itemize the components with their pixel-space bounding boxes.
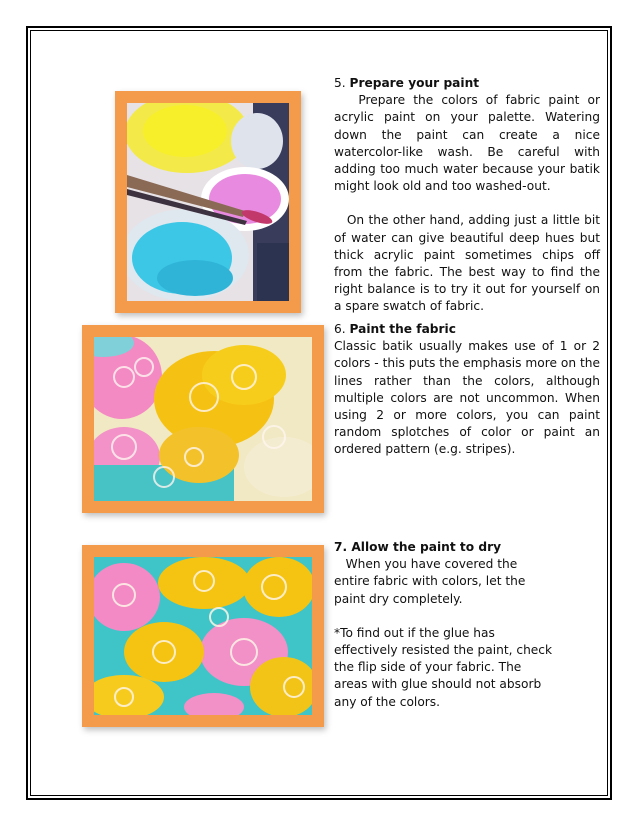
- section-6-text: [334, 321, 600, 459]
- section-5-number: 5.: [334, 76, 350, 90]
- painted-fabric-photo: [94, 337, 312, 501]
- palette-photo-frame: [115, 91, 301, 313]
- dried-photo-frame: [82, 545, 324, 727]
- section-7-paragraph-1: When you have covered the entire fabric with colors, let the paint dry completely.: [334, 557, 530, 606]
- fabric-photo-frame: [82, 325, 324, 513]
- section-7-paragraph-2: *To find out if the glue has effectively resisted the paint, check the flip side of your fabric. The areas with glue should not absorb any of the colors.: [334, 625, 553, 709]
- section-5-text: [334, 75, 604, 316]
- section-7-title: 7. Allow the paint to dry: [334, 540, 502, 554]
- dried-batik-photo: [94, 557, 312, 715]
- section-5-paragraph-1: Prepare the colors of fabric paint or acrylic paint on your palette. Watering down the paint can create a nice watercolor-like wash. Be careful with adding too much water because your batik might look old and too washed-out.: [334, 93, 604, 194]
- section-6-heading: [334, 321, 600, 338]
- section-6-number: 6.: [334, 322, 350, 336]
- section-5-heading: [334, 75, 600, 92]
- section-5-title: Prepare your paint: [349, 76, 480, 90]
- paint-palette-photo: [127, 103, 289, 301]
- section-5-paragraph-2: On the other hand, adding just a little bit of water can give beautiful deep hues but thick acrylic paint sometimes chips off from the fabric. The best way to find the right balance is to try it out for yourself on a spare swatch of fabric.: [334, 213, 604, 314]
- section-6-paragraph-1: Classic batik usually makes use of 1 or 2 colors - this puts the emphasis more on the lines rather than the colors, although multiple colors are not uncommon. When using 2 or more colors, you can paint random splotches of color or paint an ordered pattern (e.g. stripes).: [334, 339, 600, 457]
- section-7-text: [334, 539, 554, 711]
- section-6-title: Paint the fabric: [349, 322, 456, 336]
